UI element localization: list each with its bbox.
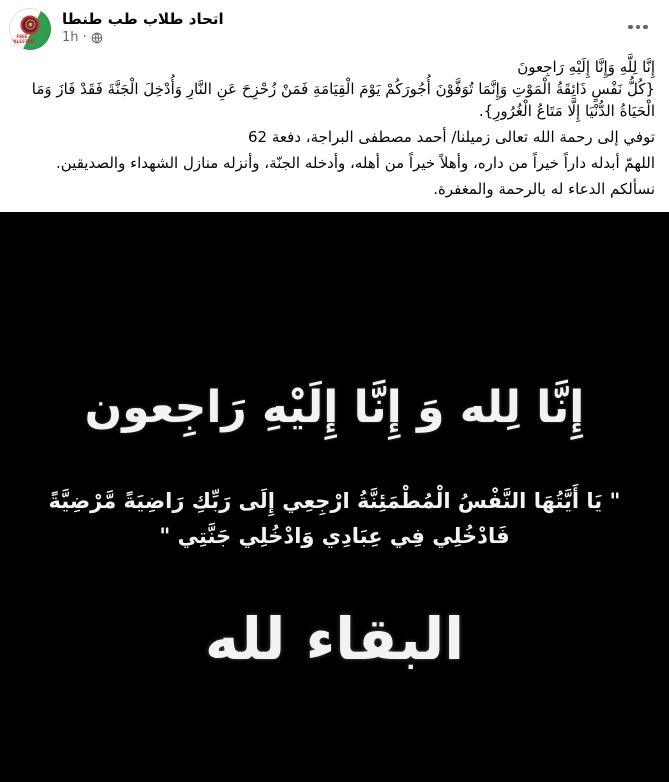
more-options-button[interactable]	[621, 16, 655, 38]
quote-line-2: فَادْخُلِي فِي عِبَادِي وَادْخُلِي جَنَّتِي "	[159, 524, 510, 548]
post-header	[0, 0, 669, 56]
baqaa-lillah-text: البقاء لله	[204, 605, 465, 673]
quote-line-1: " يَا أَيَّتُهَا النَّفْسُ الْمُطْمَئِنَّةُ ارْجِعِي إِلَى رَبِّكِ رَاضِيَةً مَّرْضِيَّةً	[48, 489, 621, 513]
post-text-paragraph: إِنَّا لِلَّهِ وَإِنَّا إِلَيْهِ رَاجِعونَ	[517, 58, 655, 76]
more-horizontal-icon	[628, 25, 648, 30]
avatar[interactable]	[9, 8, 51, 50]
post-text-paragraph: {كُلُّ نَفْسٍ ذَائِقَةُ الْمَوْتِ وَإِنَّمَا تُوَفَّوْنَ أُجُورَكُمْ يَوْمَ الْقِيَامَةِ فَمَنْ زُحْزِحَ عَنِ النَّارِ وَأُدْخِلَ الْجَنَّةَ فَقَدْ فَازَ وَمَا الْحَيَاةُ الدُّنْيَا إِلَّا مَتَاعُ الْغُرُورِ}.	[31, 80, 655, 120]
post-image[interactable]	[0, 212, 669, 782]
post-text-paragraph: اللهمّ أبدله داراً خيراً من داره، وأهلاً خيراً من أهله، وأدخله الجنّة، وأنزله منازل الشهداء والصديقين.	[55, 154, 655, 172]
dot-separator: ·	[82, 30, 87, 45]
istirja-text: إِنَّا لِله وَ إِنَّا إِلَيْهِ رَاجِعون	[84, 382, 585, 433]
avatar-caption: FREE PALESTINE	[11, 34, 36, 44]
post-text-paragraph: توفي إلى رحمة الله تعالى زميلنا/ أحمد مصطفى البراجة، دفعة 62	[248, 128, 655, 146]
union-emblem-icon	[21, 15, 40, 34]
post-meta	[62, 30, 103, 45]
post-body-text	[0, 56, 669, 200]
post-text-paragraph: نسألكم الدعاء له بالرحمة والمغفرة.	[433, 180, 655, 198]
author-name[interactable]: اتحاد طلاب طب طنطا	[62, 10, 224, 28]
globe-icon	[91, 32, 103, 44]
timestamp[interactable]: 1h	[62, 30, 79, 45]
